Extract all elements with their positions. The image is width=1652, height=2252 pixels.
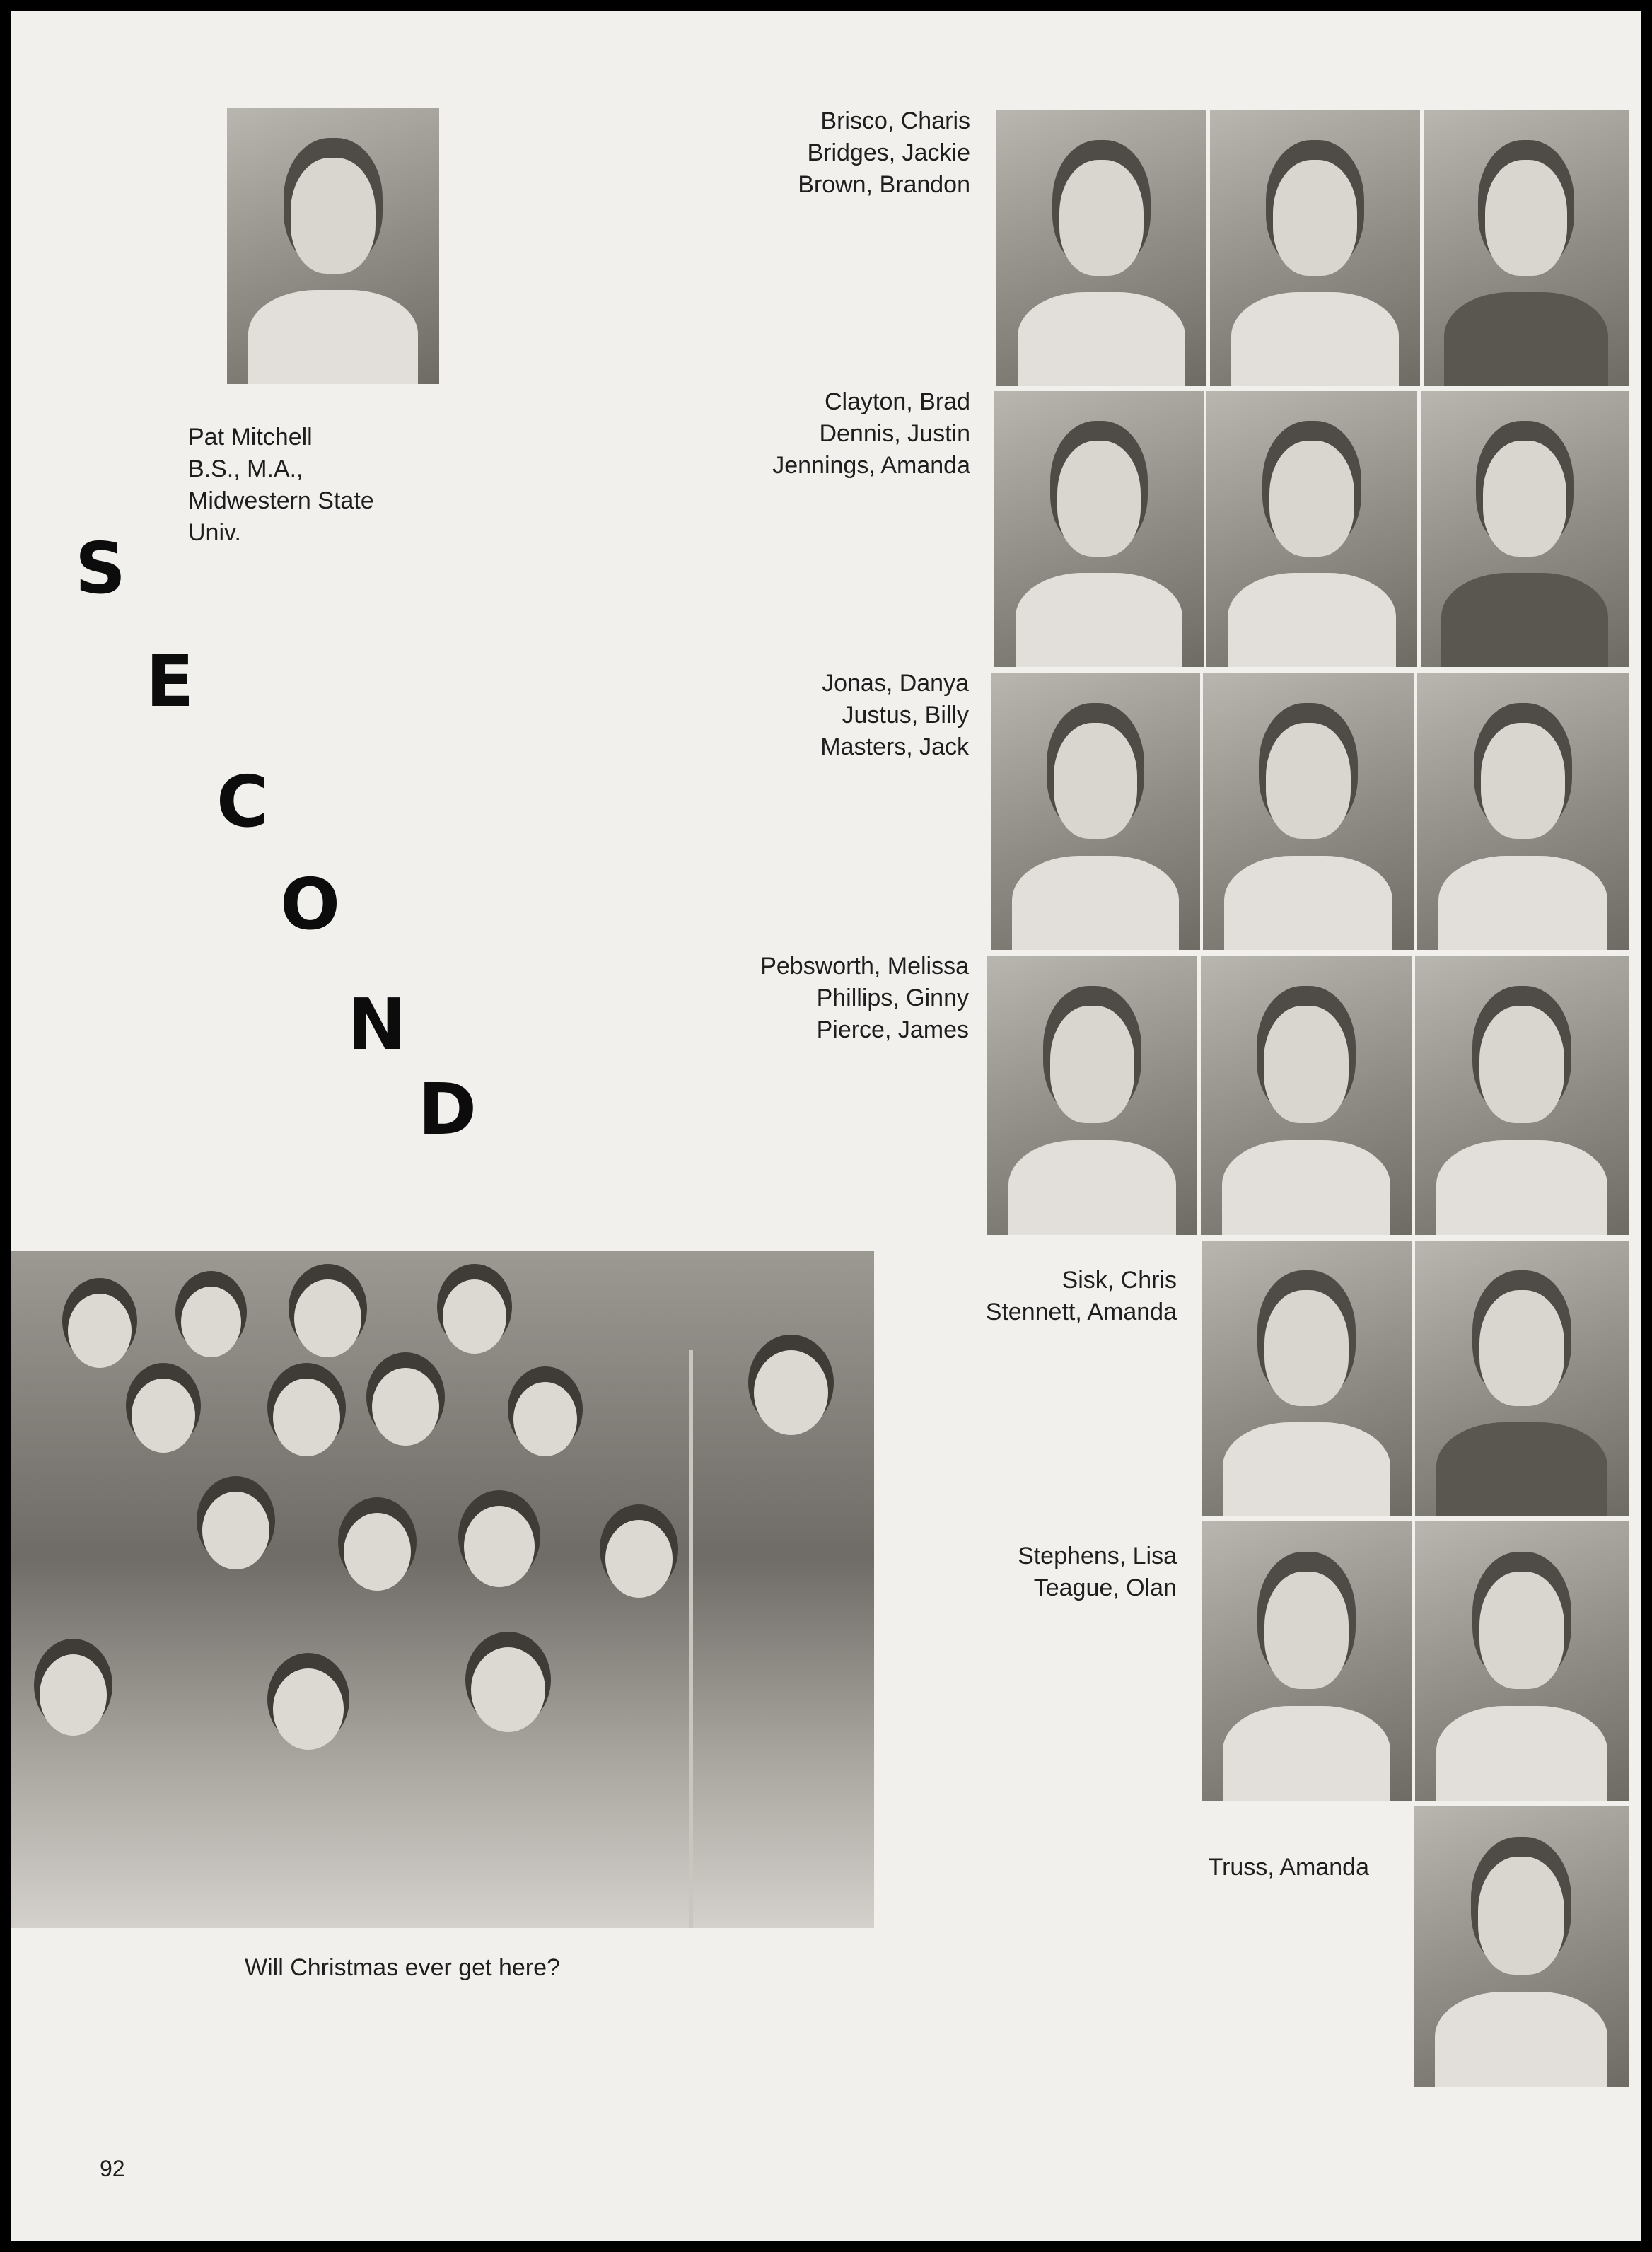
student-name: Pebsworth, Melissa — [760, 953, 969, 980]
student-portrait — [1203, 673, 1414, 950]
student-names-row-3 — [820, 668, 969, 763]
student-portrait — [1417, 673, 1629, 950]
student-portrait — [1415, 1241, 1629, 1516]
teacher-name: Pat Mitchell — [188, 424, 313, 451]
title-letter: C — [216, 760, 269, 843]
student-portrait — [987, 956, 1197, 1235]
student-portrait — [1415, 956, 1629, 1235]
student-portrait — [1201, 956, 1412, 1235]
teacher-school: Midwestern State — [188, 487, 374, 514]
student-portrait — [1210, 110, 1420, 386]
student-name: Brown, Brandon — [798, 171, 970, 198]
student-names-row-1 — [798, 105, 970, 201]
student-portrait — [1206, 391, 1417, 667]
student-name: Bridges, Jackie — [807, 139, 970, 166]
student-portrait — [991, 673, 1200, 950]
group-photo-caption: Will Christmas ever get here? — [245, 1954, 560, 1981]
title-letter: O — [280, 863, 341, 946]
student-name: Teague, Olan — [1033, 1574, 1177, 1601]
student-name: Sisk, Chris — [1061, 1267, 1177, 1294]
student-name: Dennis, Justin — [819, 420, 970, 447]
student-name: Clayton, Brad — [825, 388, 970, 415]
student-names-row-7 — [1209, 1852, 1369, 1884]
student-portrait — [1415, 1521, 1629, 1801]
student-name: Pierce, James — [816, 1016, 969, 1043]
teacher-degrees: B.S., M.A., — [188, 455, 303, 482]
student-name: Phillips, Ginny — [816, 985, 969, 1011]
student-name: Stennett, Amanda — [985, 1299, 1177, 1325]
student-name: Jonas, Danya — [822, 670, 969, 697]
student-names-row-2 — [772, 386, 970, 482]
student-portrait — [996, 110, 1206, 386]
student-portrait — [1421, 391, 1629, 667]
student-names-row-4 — [760, 951, 969, 1046]
student-portrait — [994, 391, 1204, 667]
class-group-photo — [11, 1251, 874, 1928]
student-portrait — [1414, 1806, 1629, 2087]
yearbook-page — [11, 11, 1641, 2241]
student-portrait — [1202, 1241, 1412, 1516]
page-number: 92 — [100, 2156, 125, 2181]
student-names-row-6 — [1018, 1540, 1177, 1604]
student-name: Truss, Amanda — [1208, 1854, 1369, 1881]
student-name: Jennings, Amanda — [772, 452, 970, 479]
teacher-portrait — [227, 108, 439, 384]
student-names-row-5 — [986, 1265, 1177, 1328]
student-name: Masters, Jack — [820, 733, 969, 760]
title-letter: D — [418, 1068, 477, 1151]
teacher-school-cont: Univ. — [188, 519, 241, 546]
student-name: Brisco, Charis — [820, 108, 970, 134]
student-name: Justus, Billy — [842, 702, 969, 729]
title-letter: S — [75, 527, 127, 610]
student-portrait — [1202, 1521, 1412, 1801]
title-letter: N — [347, 983, 407, 1066]
student-portrait — [1424, 110, 1629, 386]
title-letter: E — [146, 640, 194, 723]
student-name: Stephens, Lisa — [1018, 1543, 1177, 1569]
